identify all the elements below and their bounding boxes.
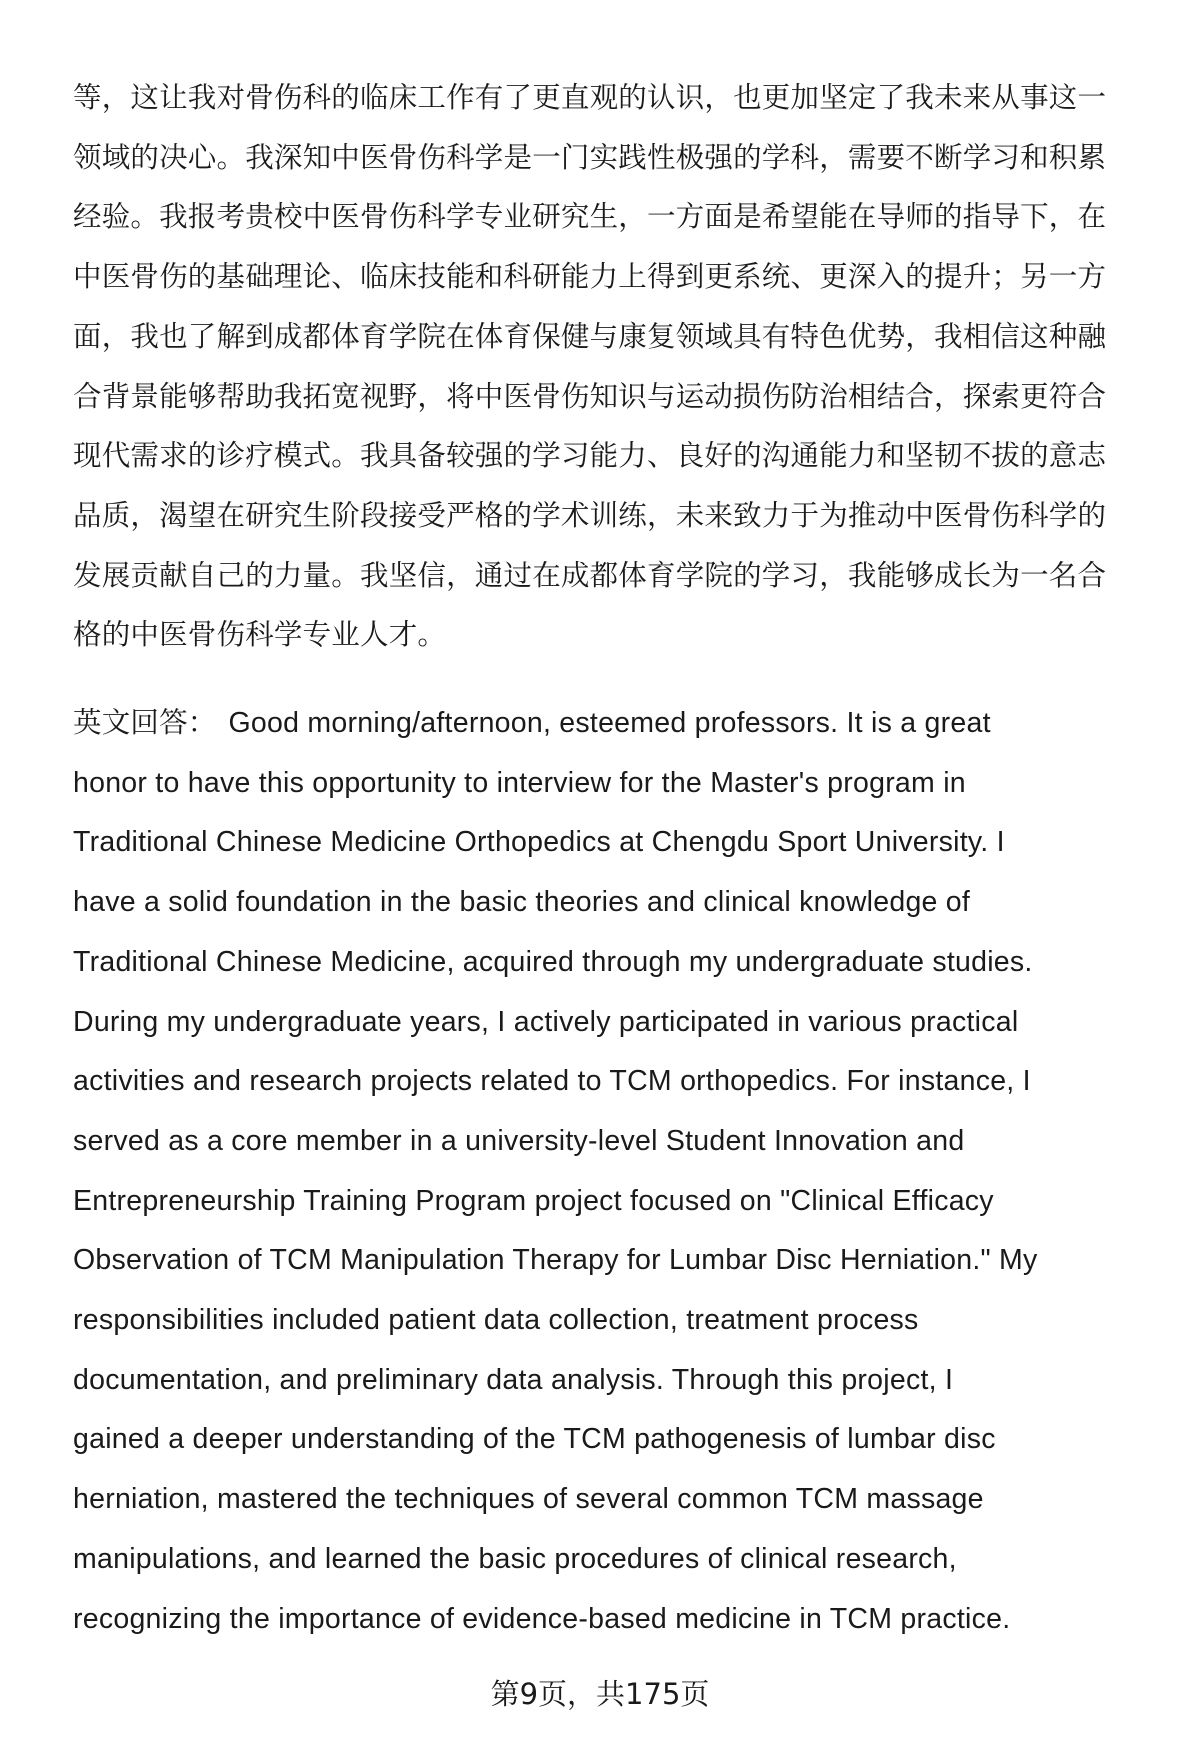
english-text-line: Traditional Chinese Medicine Orthopedics at Chengdu Sport University. I	[73, 826, 1005, 859]
english-text-line: Traditional Chinese Medicine, acquired through my undergraduate studies.	[73, 945, 1033, 978]
english-answer-label: 英文回答：	[73, 707, 217, 739]
english-text-line: gained a deeper understanding of the TCM pathogenesis of lumbar disc	[73, 1423, 996, 1456]
chinese-text-line: 现代需求的诊疗模式。我具备较强的学习能力、良好的沟通能力和坚韧不拔的意志	[73, 439, 1107, 473]
english-text-line: During my undergraduate years, I actively participated in various practical	[73, 1005, 1019, 1038]
english-text-line: herniation, mastered the techniques of several common TCM massage	[73, 1483, 984, 1516]
english-text-line	[73, 693, 991, 753]
english-text-line: recognizing the importance of evidence-based medicine in TCM practice.	[73, 1602, 1011, 1635]
chinese-text-line: 发展贡献自己的力量。我坚信，通过在成都体育学院的学习，我能够成长为一名合	[73, 558, 1107, 592]
chinese-text-line: 等，这让我对骨伤科的临床工作有了更直观的认识，也更加坚定了我未来从事这一	[73, 81, 1107, 114]
english-text-line: have a solid foundation in the basic theories and clinical knowledge of	[73, 886, 971, 919]
english-text-line: honor to have this opportunity to interview for the Master's program in	[73, 766, 966, 799]
chinese-text-line: 格的中医骨伤科学专业人才。	[73, 618, 447, 652]
english-text-line: served as a core member in a university-level Student Innovation and	[73, 1124, 965, 1157]
chinese-text-line: 经验。我报考贵校中医骨伤科学专业研究生，一方面是希望能在导师的指导下，在	[73, 200, 1107, 234]
page-number-footer: 第9页，共175页	[490, 1677, 710, 1711]
english-text-line: responsibilities included patient data collection, treatment process	[73, 1304, 919, 1336]
english-text-line: manipulations, and learned the basic procedures of clinical research,	[73, 1542, 957, 1575]
english-text-line: Entrepreneurship Training Program project focused on "Clinical Efficacy	[73, 1184, 994, 1217]
english-text-line: activities and research projects related to TCM orthopedics. For instance, I	[73, 1065, 1031, 1098]
english-text-line: Observation of TCM Manipulation Therapy for Lumbar Disc Herniation." My	[73, 1244, 1038, 1277]
chinese-text-line: 面，我也了解到成都体育学院在体育保健与康复领域具有特色优势，我相信这种融	[73, 319, 1107, 353]
chinese-text-line: 领域的决心。我深知中医骨伤科学是一门实践性极强的学科，需要不断学习和积累	[73, 140, 1107, 174]
chinese-text-line: 中医骨伤的基础理论、临床技能和科研能力上得到更系统、更深入的提升；另一方	[73, 260, 1107, 294]
english-text-line: documentation, and preliminary data analysis. Through this project, I	[73, 1363, 954, 1396]
english-text-segment: Good morning/afternoon, esteemed professors. It is a great	[228, 707, 991, 739]
chinese-text-line: 合背景能够帮助我拓宽视野，将中医骨伤知识与运动损伤防治相结合，探索更符合	[73, 379, 1107, 413]
chinese-text-line: 品质，渴望在研究生阶段接受严格的学术训练，未来致力于为推动中医骨伤科学的	[73, 498, 1107, 532]
